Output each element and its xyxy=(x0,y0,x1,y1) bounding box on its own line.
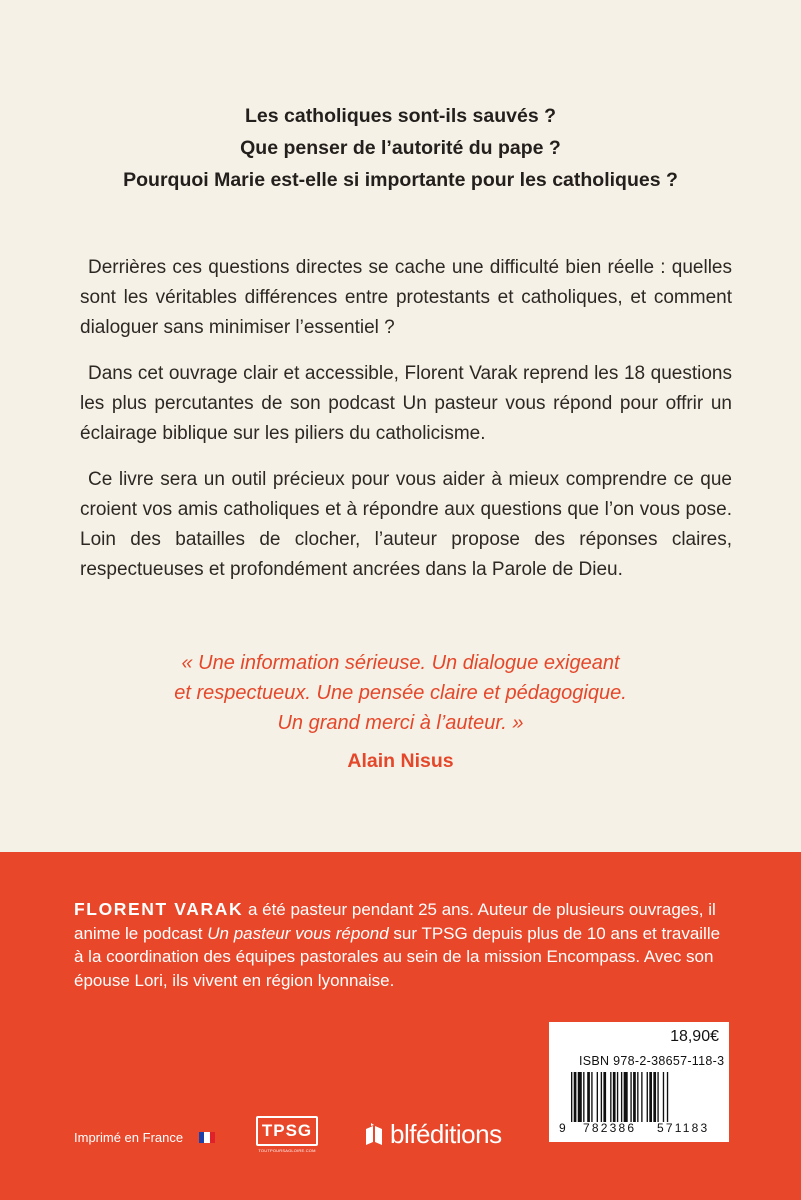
publisher-logo-text: blféditions xyxy=(390,1118,502,1149)
barcode-digits-left: 782386 xyxy=(583,1121,637,1135)
price: 18,90€ xyxy=(670,1028,719,1045)
questions-block xyxy=(0,100,801,196)
printed-in-label: Imprimé en France xyxy=(74,1130,184,1145)
barcode-digits-right: 571183 xyxy=(657,1121,710,1135)
quote-line-1: « Une information sérieuse. Un dialogue exigeant xyxy=(181,652,620,674)
author-bio xyxy=(74,898,734,992)
footer xyxy=(0,1110,801,1160)
paragraph-2: Dans cet ouvrage clair et accessible, Florent Varak reprend les 18 questions les plus percutantes de son podcast Un pasteur vous répond pour offrir un éclairage biblique sur les piliers du catholicisme. xyxy=(80,363,732,444)
quote-author: Alain Nisus xyxy=(347,750,454,772)
tpsg-logo xyxy=(256,1116,318,1156)
quote-line-3: Un grand merci à l’auteur. » xyxy=(277,712,524,734)
endorsement-quote xyxy=(0,648,801,776)
question-2: Que penser de l’autorité du pape ? xyxy=(240,137,561,159)
tpsg-logo-subtitle: TOUTPOURSAGLOIRE.COM xyxy=(258,1148,316,1153)
isbn: ISBN 978-2-38657-118-3 xyxy=(579,1054,725,1068)
bio-text-2: sur TPSG depuis plus de 10 ans et travaille à la coordination des équipes pastorales au sein de la mission Encompass. Avec son épouse Lori, ils vivent en région lyonnaise. xyxy=(74,923,721,990)
publisher-logo xyxy=(362,1114,502,1154)
question-3: Pourquoi Marie est-elle si importante pour les catholiques ? xyxy=(123,169,678,191)
publisher-book-icon xyxy=(362,1121,386,1147)
paragraph-3: Ce livre sera un outil précieux pour vous aider à mieux comprendre ce que croient vos amis catholiques et à répondre aux questions que l’on vous pose. Loin des batailles de clocher, l’auteur propose des réponses claires, respectueuses et profondément ancrées dans la Parole de Dieu. xyxy=(80,469,732,580)
tpsg-logo-text: TPSG xyxy=(256,1116,318,1146)
quote-line-2: et respectueux. Une pensée claire et pédagogique. xyxy=(174,682,627,704)
french-flag-icon xyxy=(199,1132,215,1143)
author-name: FLORENT VARAK xyxy=(74,899,244,919)
bio-text-1: a été pasteur pendant 25 ans. Auteur de plusieurs ouvrages, il anime le podcast xyxy=(74,900,716,943)
description-text xyxy=(80,253,732,601)
bio-podcast-title: Un pasteur vous répond xyxy=(207,923,389,943)
barcode-digit-first: 9 xyxy=(559,1121,566,1135)
question-1: Les catholiques sont-ils sauvés ? xyxy=(244,105,556,127)
cover-bottom-band xyxy=(0,852,801,1200)
paragraph-1: Derrières ces questions directes se cache une difficulté bien réelle : quelles sont les véritables différences entre protestants et catholiques, et comment dialoguer sans minimiser l’essentiel ? xyxy=(80,257,732,338)
